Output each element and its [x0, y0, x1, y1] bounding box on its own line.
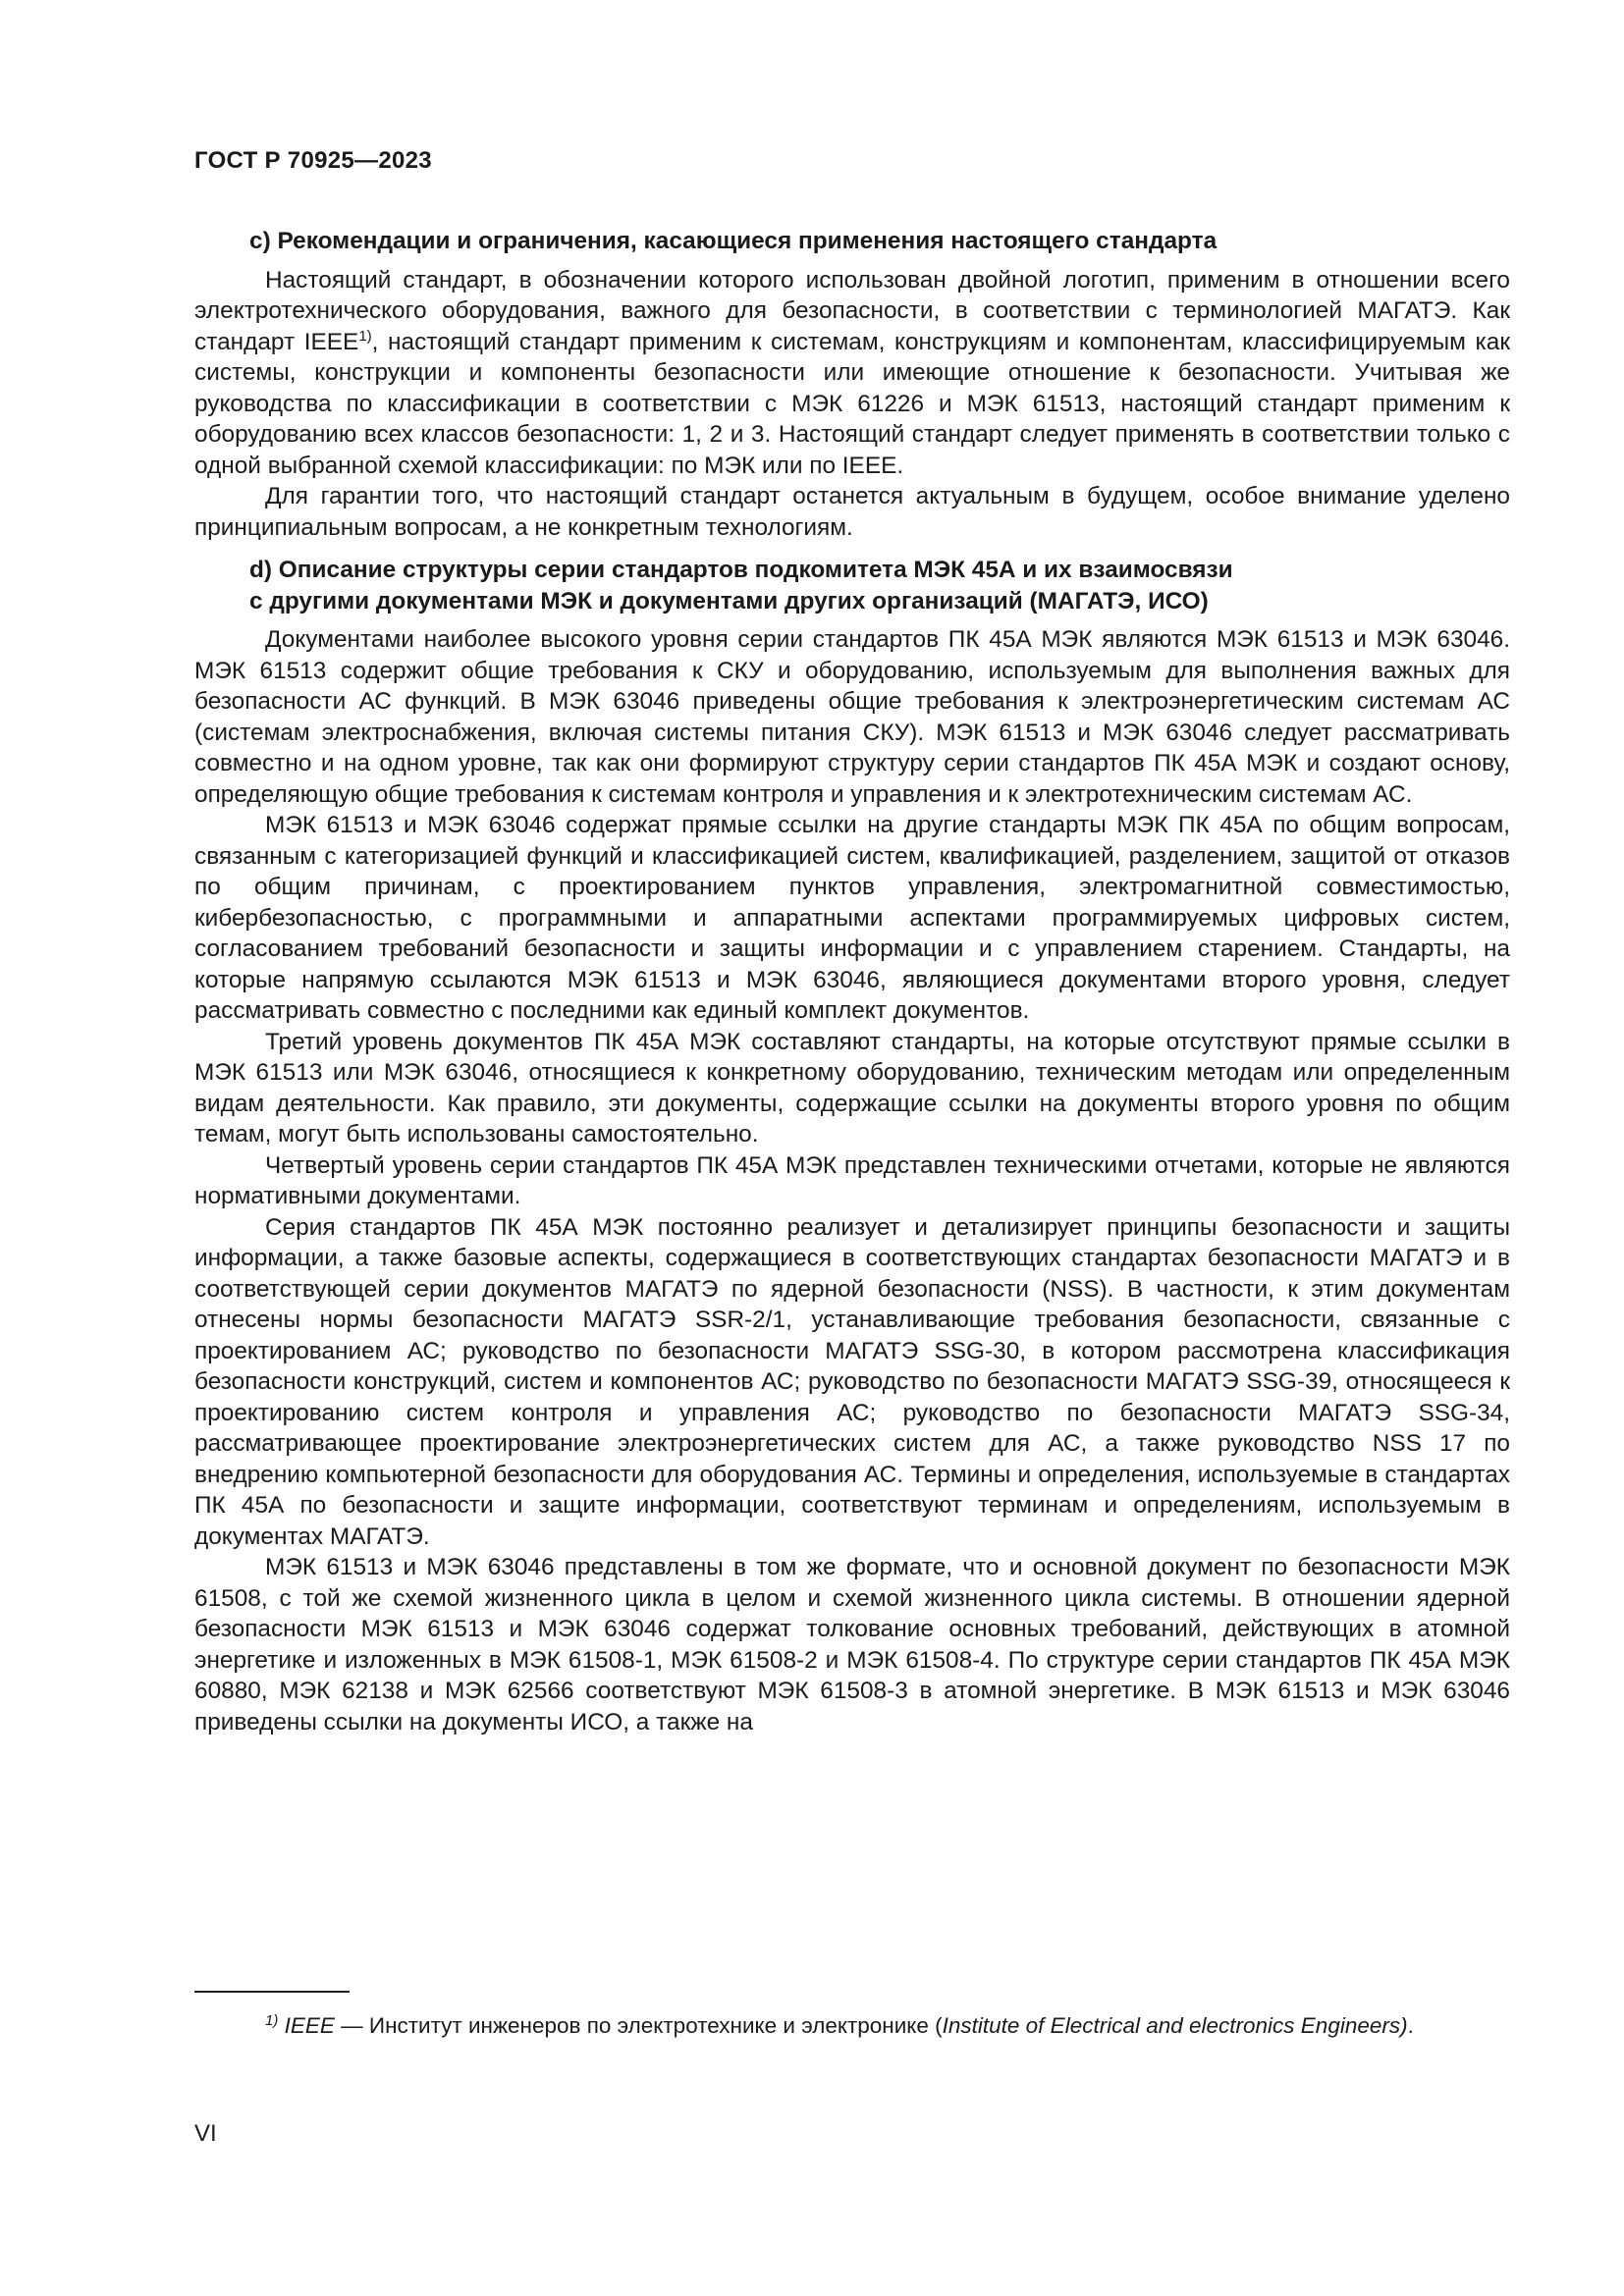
section-d-heading: d) Описание структуры серии стандартов подкомитета МЭК 45А и их взаимосвязи с другими документами МЭК и документами других организаций (МАГАТЭ, ИСО)	[249, 557, 1233, 614]
footnotes	[194, 1991, 1510, 2041]
section-c-heading: c) Рекомендации и ограничения, касающиеся применения настоящего стандарта	[249, 228, 1218, 254]
section-d-paragraph-5: Серия стандартов ПК 45А МЭК постоянно реализует и детализирует принципы безопасности и защиты информации, а также базовые аспекты, содержащиеся в соответствующих стандартах безопасности МАГАТЭ и в соответствующей серии документов МАГАТЭ по ядерной безопасности (NSS). В частности, к этим документам отнесены нормы безопасности МАГАТЭ SSR-2/1, устанавливающие требования безопасности, связанные с проектированием АС; руководство по безопасности МАГАТЭ SSG-30, в котором рассмотрена классификация безопасности конструкций, систем и компонентов АС; руководство по безопасности МАГАТЭ SSG-39, относящееся к проектированию систем контроля и управления АС; руководство по безопасности МАГАТЭ SSG-34, рассматривающее проектирование электроэнергетических систем для АС, а также руководство NSS 17 по внедрению компьютерной безопасности для оборудования АС. Термины и определения, используемые в стандартах ПК 45А по безопасности и защите информации, соответствуют терминам и определениям, используемым в документах МАГАТЭ.	[194, 1213, 1510, 1550]
page-number: VI	[194, 2120, 217, 2147]
section-d-paragraph-6: МЭК 61513 и МЭК 63046 представлены в том же формате, что и основной документ по безопасности МЭК 61508, с той же схемой жизненного цикла в целом и схемой жизненного цикла системы. В отношении ядерной безопасности МЭК 61513 и МЭК 63046 содержат толкование основных требований, действующих в атомной энергетике и изложенных в МЭК 61508-1, МЭК 61508-2 и МЭК 61508-4. По структуре серии стандартов ПК 45А МЭК 60880, МЭК 62138 и МЭК 62566 соответствуют МЭК 61508-3 в атомной энергетике. В МЭК 61513 и МЭК 63046 приведены ссылки на документы ИСО, а также на	[194, 1554, 1510, 1735]
footnote-reference[interactable]: 1)	[358, 327, 372, 345]
footnote-divider	[194, 1991, 350, 1993]
standard-designation: ГОСТ Р 70925—2023	[194, 147, 432, 174]
section-c-paragraph-1: Настоящий стандарт, в обозначении которого использован двойной логотип, применим в отношении всего электротехнического оборудования, важного для безопасности, в соответствии с терминологией МАГАТЭ. Как стандарт IEEE$^{1)}$, настоящий стандарт применим к системам, конструкциям и компонентам, классифицируемым как системы, конструкции и компоненты безопасности или имеющие отношение к безопасности. Учитывая же руководства по классификации в соответствии с МЭК 61226 и МЭК 61513, настоящий стандарт применим к оборудованию всех классов безопасности: 1, 2 и 3. Настоящий стандарт следует применять в соответствии только с одной выбранной схемой классификации: по МЭК или по IEEE.	[194, 266, 1511, 479]
section-d-paragraph-4: Четвертый уровень серии стандартов ПК 45А МЭК представлен техническими отчетами, которые не являются нормативными документами.	[194, 1151, 1510, 1209]
section-d-paragraph-1: Документами наиболее высокого уровня серии стандартов ПК 45А МЭК являются МЭК 61513 и МЭК 63046. МЭК 61513 содержит общие требования к СКУ и оборудованию, используемым для выполнения важных для безопасности АС функций. В МЭК 63046 приведены общие требования к электроэнергетическим системам АС (системам электроснабжения, включая системы питания СКУ). МЭК 61513 и МЭК 63046 следует рассматривать совместно и на одном уровне, так как они формируют структуру серии стандартов ПК 45А МЭК и создают основу, определяющую общие требования к системам контроля и управления и к электротехническим системам АС.	[194, 626, 1510, 808]
section-c-paragraph-2: Для гарантии того, что настоящий стандарт останется актуальным в будущем, особое внимание уделено принципиальным вопросам, а не конкретным технологиям.	[194, 483, 1510, 541]
footnote-1: $^{1)}$ IEEE — Институт инженеров по электротехнике и электронике (Institute of Electrical and electronics Engineers).	[265, 2012, 1414, 2038]
document-body	[194, 226, 1510, 1737]
section-d-paragraph-2: МЭК 61513 и МЭК 63046 содержат прямые ссылки на другие стандарты МЭК ПК 45А по общим вопросам, связанным с категоризацией функций и классификацией систем, квалификацией, разделением, защитой от отказов по общим причинам, с проектированием пунктов управления, электромагнитной совместимостью, кибербезопасностью, с программными и аппаратными аспектами программируемых цифровых систем, согласованием требований безопасности и защиты информации и с управлением старением. Стандарты, на которые напрямую ссылаются МЭК 61513 и МЭК 63046, являющиеся документами второго уровня, следует рассматривать совместно с последними как единый комплект документов.	[194, 812, 1510, 1024]
section-d-paragraph-3: Третий уровень документов ПК 45А МЭК составляют стандарты, на которые отсутствуют прямые ссылки в МЭК 61513 или МЭК 63046, относящиеся к конкретному оборудованию, техническим методам или определенным видам деятельности. Как правило, эти документы, содержащие ссылки на документы второго уровня по общим темам, могут быть использованы самостоятельно.	[194, 1028, 1510, 1148]
